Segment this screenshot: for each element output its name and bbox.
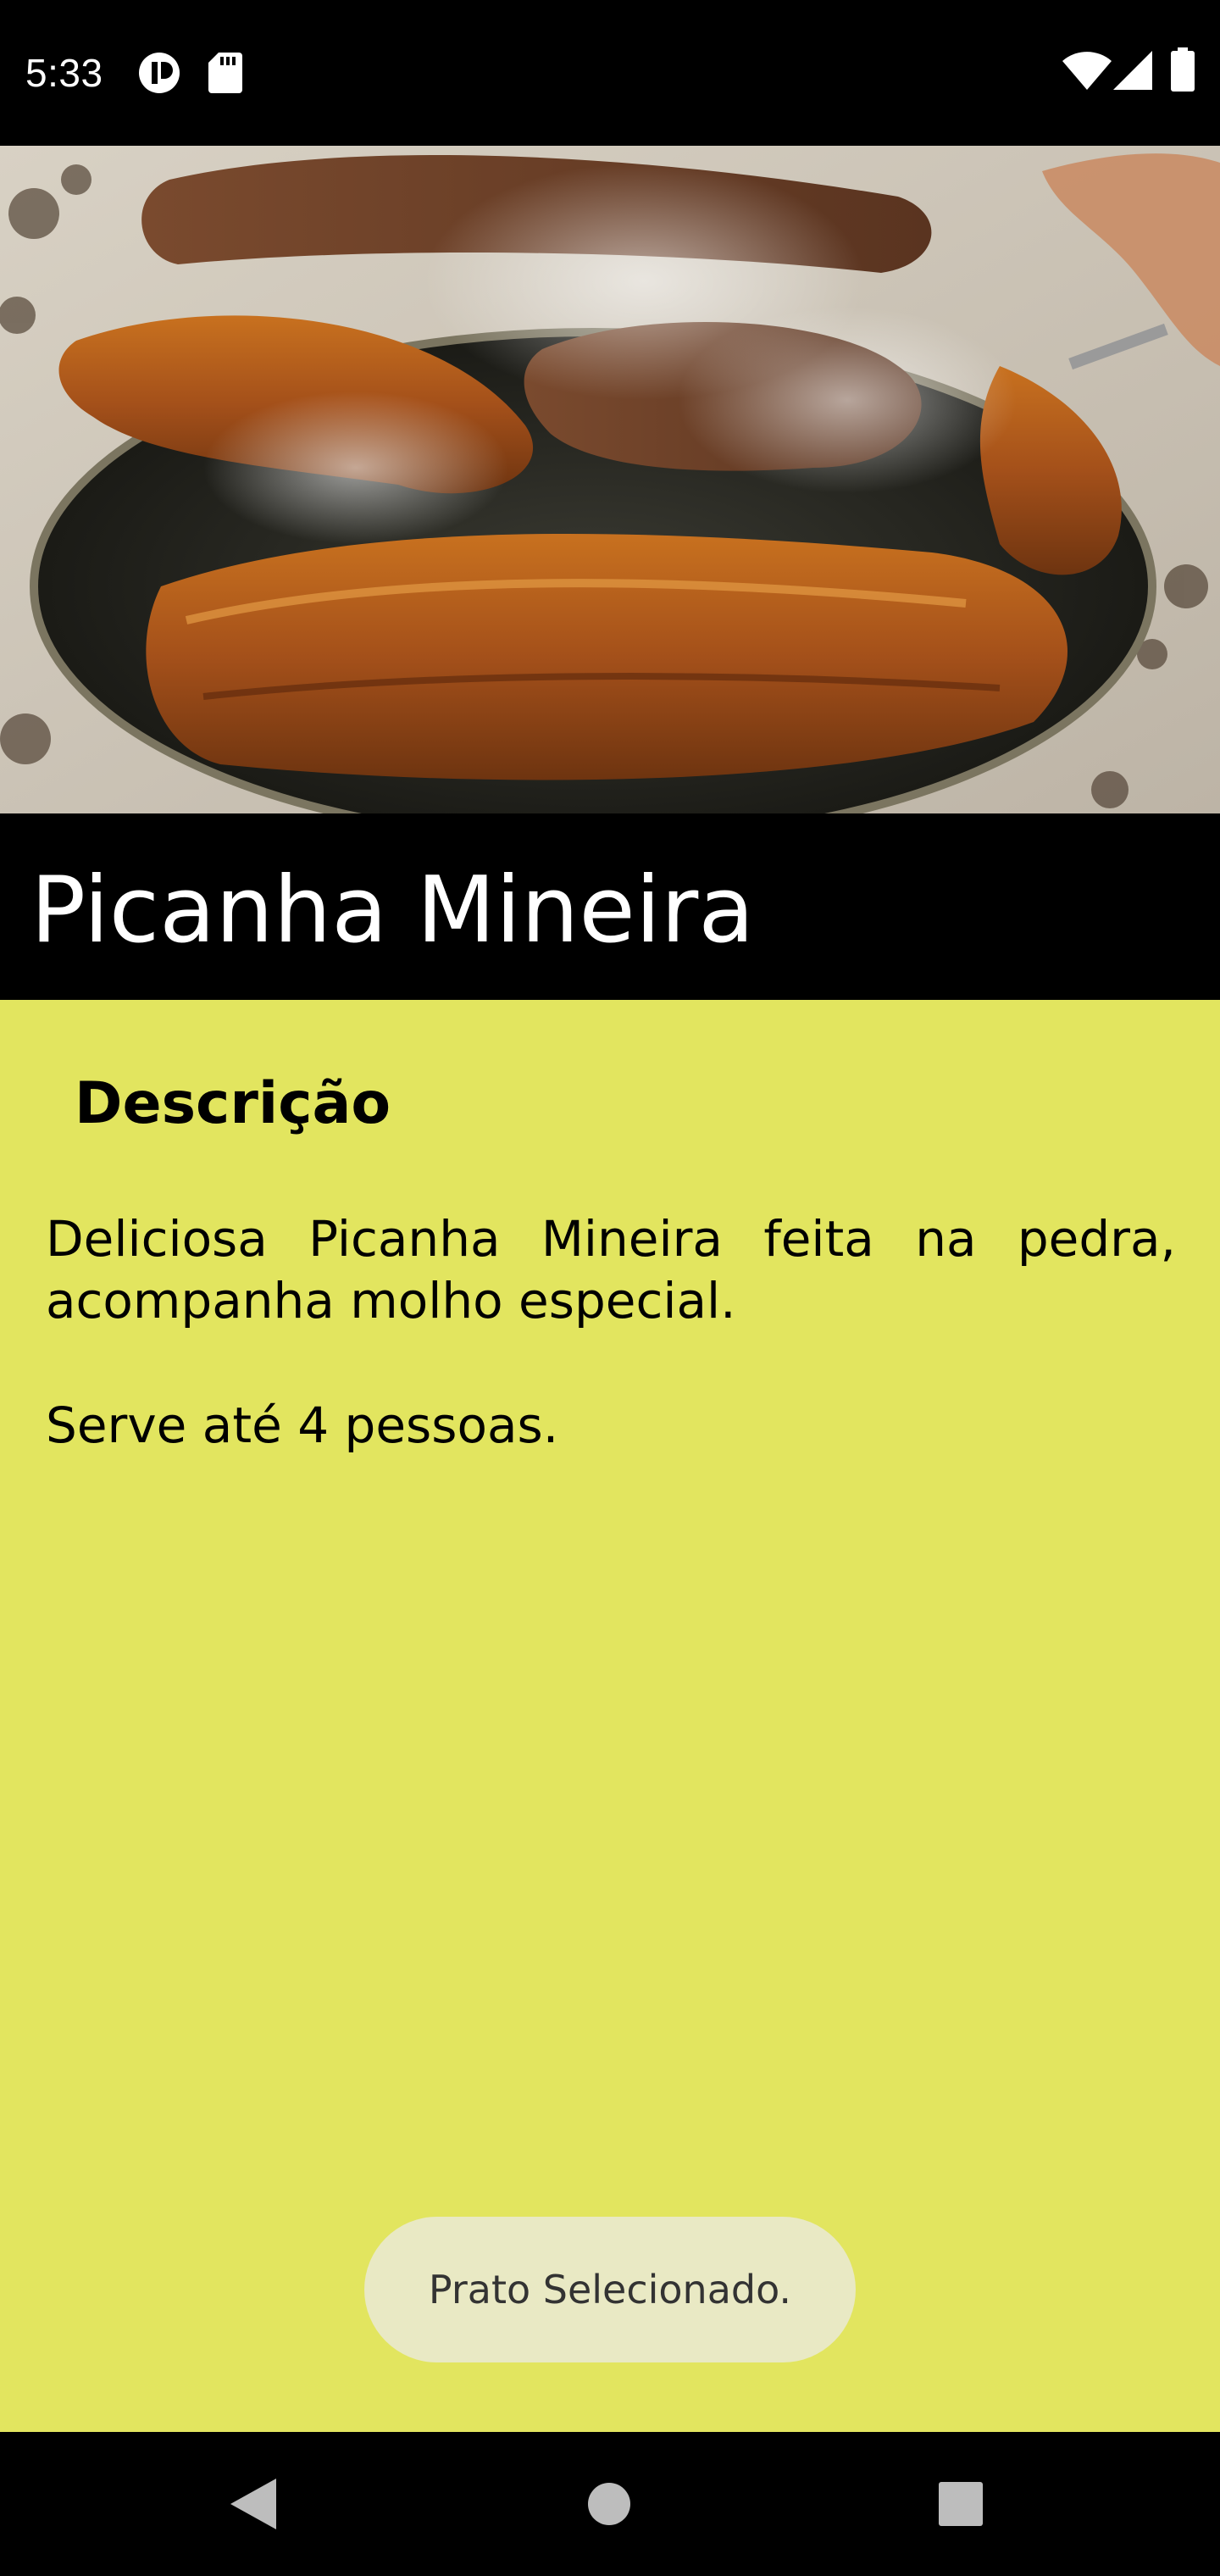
navigation-bar xyxy=(0,2432,1220,2576)
dish-description: Deliciosa Picanha Mineira feita na pedra, acompanha molho especial. xyxy=(46,1210,1176,1330)
wifi-icon xyxy=(1062,51,1112,94)
back-icon[interactable] xyxy=(230,2479,276,2534)
dish-image xyxy=(0,146,1220,813)
home-icon[interactable] xyxy=(587,2482,631,2530)
recents-icon[interactable] xyxy=(939,2482,983,2530)
dish-title: Picanha Mineira xyxy=(30,858,755,963)
notification-app-icon xyxy=(137,51,181,99)
description-heading: Descrição xyxy=(75,1070,391,1137)
picanha-photo xyxy=(0,146,1220,813)
battery-icon xyxy=(1171,47,1195,96)
status-time: 5:33 xyxy=(25,51,103,95)
toast-text: Prato Selecionado. xyxy=(428,2267,792,2312)
sd-card-icon xyxy=(208,53,242,97)
cellular-signal-icon xyxy=(1113,51,1152,94)
serving-info: Serve até 4 pessoas. xyxy=(46,1396,559,1454)
toast-message xyxy=(364,2217,856,2362)
status-bar xyxy=(0,0,1220,146)
